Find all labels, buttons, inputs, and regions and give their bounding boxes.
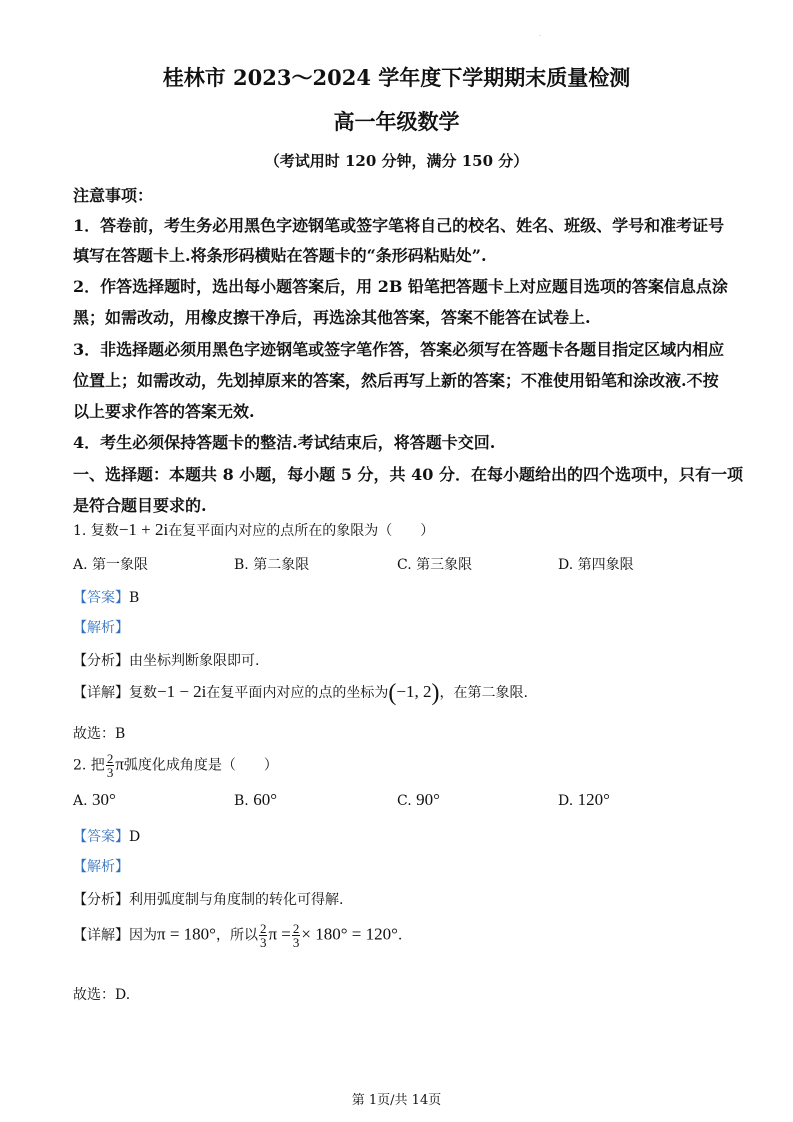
q1-analysis-tag: 【解析】 (73, 620, 129, 636)
exam-info: （考试用时 120 分钟，满分 150 分） (264, 152, 529, 170)
page-number: 第 1页/共 14页 (351, 1093, 442, 1108)
q2-answer: 【答案】D (73, 829, 141, 845)
q2-detail: 【详解】因为π = 180°，所以 $\frac{2}{3}$ π = $\frac{2}{3}$ × 180° = 120°. (73, 921, 403, 950)
q2-option-a: A. 30° (73, 790, 116, 809)
fraction: $\frac{2}{3}$ (106, 751, 114, 780)
math-expression: π = 180° (157, 924, 216, 944)
q1-option-d: D. 第四象限 (558, 557, 634, 573)
note-1-line-1: 1．答卷前，考生务必用黑色字迹钢笔或签字笔将自己的校名、姓名、班级、学号和准考证号 (73, 216, 725, 235)
q1-option-c: C. 第三象限 (397, 557, 473, 573)
q2-option-d: D. 120° (558, 790, 610, 809)
q2-analysis-tag: 【解析】 (73, 859, 129, 875)
fraction: $\frac{2}{3}$ (292, 921, 300, 950)
q2-option-b: B. 60° (234, 790, 278, 809)
notes-heading: 注意事项： (73, 186, 154, 205)
math-expression: −1 − 2i (157, 682, 207, 701)
q1-answer: 【答案】B (73, 590, 140, 606)
q2-fenxi: 【分析】利用弧度制与角度制的转化可得解. (73, 892, 344, 908)
note-2-line-1: 2．作答选择题时，选出每小题答案后，用 2B 铅笔把答题卡上对应题目选项的答案信息点涂 (73, 277, 728, 296)
section-heading-line-1: 一、选择题：本题共 8 小题，每小题 5 分，共 40 分．在每小题给出的四个选项中，只有一项 (73, 465, 743, 484)
exam-title: 桂林市 2023～2024 学年度下学期期末质量检测 (162, 65, 631, 90)
fraction: $\frac{2}{3}$ (259, 921, 267, 950)
q2-option-c: C. 90° (397, 790, 440, 809)
note-1-line-2: 填写在答题卡上.将条形码横贴在答题卡的“条形码粘贴处”. (73, 246, 487, 265)
note-3-line-2: 位置上；如需改动，先划掉原来的答案，然后再写上新的答案；不准使用铅笔和涂改液.不按 (73, 371, 719, 390)
exam-subtitle: 高一年级数学 (333, 109, 460, 134)
exam-page: · 桂林市 2023～2024 学年度下学期期末质量检测 高一年级数学 （考试用时 120 分钟，满分 150 分） 注意事项： 1．答卷前，考生务必用黑色字迹钢笔或签字笔将自己的校名、姓名、班级、学号和准考证号 填写在答题卡上.将条形码横贴在答题卡的“条形码粘贴处”. 2．作答选择题时，选出每小题答案后，用 2B 铅笔把答题卡上对应题目选项的答案信息点涂 黑；如需改动，用橡皮擦干净后，再选涂其他答案，答案不能答在试卷上. 3．非选择题必须用黑色字迹钢笔或签字笔作答，答案必须写在答题卡各题目指定区域内相应 位置上；如需改动，先划掉原来的答案，然后再写上新的答案；不准使用铅笔和涂改液.不按 以上要求作答的答案无效. 4．考生必须保持答题卡的整洁.考试结束后，将答题卡交回. 一、选择题：本题共 8 小题，每小题 5 分，共 40 分．在每小题给出的四个选项中，只有一项 是符合题目要求的. 1. 复数−1 + 2i在复平面内对应的点所在的象限为（ ） A. 第一象限 B. 第二象限 C. 第三象限 D. 第四象限 【答案】B 【解析】 【分析】由坐标判断象限即可. 【详解】复数−1 − 2i在复平面内对应的点的坐标为(−1, 2)，在第二象限. 故选：B 2. 把 $\frac{2}{3}$ π弧度化成角度是（ ） A. 30° B. 60° C. 90° D. 120° 【答案】D 【解析】 【分析】利用弧度制与角度制的转化可得解. 【详解】因为π = 180°，所以 $\frac{2}{3}$ π = $\frac{2}{3}$ × 180° = 120°. 故选：D. 第 1页/共 14页 (0, 0, 793, 1122)
question-1-stem: 1. 复数−1 + 2i在复平面内对应的点所在的象限为（ ） (73, 520, 435, 539)
q1-choice: 故选：B (73, 726, 126, 742)
math-expression: −1 + 2i (118, 520, 169, 539)
q1-detail: 【详解】复数−1 − 2i在复平面内对应的点的坐标为(−1, 2)，在第二象限. (73, 680, 528, 706)
q1-fenxi: 【分析】由坐标判断象限即可. (73, 653, 260, 669)
q1-option-b: B. 第二象限 (234, 557, 310, 573)
note-3-line-1: 3．非选择题必须用黑色字迹钢笔或签字笔作答，答案必须写在答题卡各题目指定区域内相应 (73, 340, 725, 359)
q1-option-a: A. 第一象限 (73, 557, 149, 573)
q2-choice: 故选：D. (73, 987, 131, 1003)
note-3-line-3: 以上要求作答的答案无效. (73, 402, 255, 421)
note-4: 4．考生必须保持答题卡的整洁.考试结束后，将答题卡交回. (73, 433, 496, 452)
question-2-stem: 2. 把 $\frac{2}{3}$ π弧度化成角度是（ ） (73, 751, 278, 780)
coordinate: −1, 2 (396, 682, 432, 701)
section-heading-line-2: 是符合题目要求的. (73, 496, 207, 515)
note-2-line-2: 黑；如需改动，用橡皮擦干净后，再选涂其他答案，答案不能答在试卷上. (73, 308, 591, 327)
